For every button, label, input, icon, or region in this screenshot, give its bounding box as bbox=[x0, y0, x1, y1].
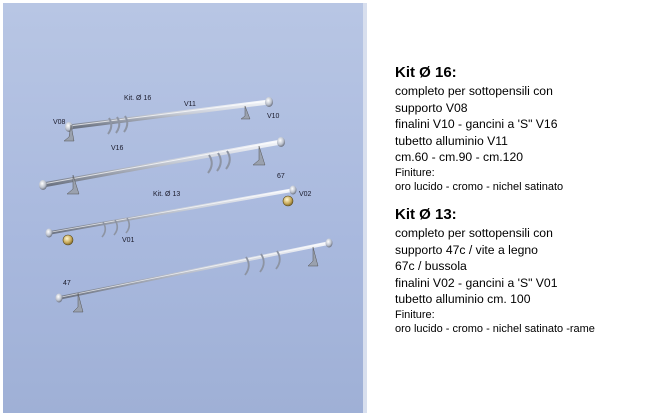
kit16-line-3: finalini V10 - gancini a 'S" V16 bbox=[395, 117, 558, 132]
kit16-line-4: tubetto alluminio V11 bbox=[395, 133, 508, 148]
rail-kit13-b bbox=[56, 239, 333, 313]
label-kit13: Kit. Ø 13 bbox=[153, 191, 181, 198]
label-kit16: Kit. Ø 16 bbox=[124, 95, 152, 102]
kit13-line-2: supporto 47c / vite a legno bbox=[395, 242, 538, 257]
label-v08: V08 bbox=[53, 119, 66, 126]
rail-kit16-a bbox=[64, 97, 273, 141]
kit16-title: Kit Ø 16: bbox=[395, 64, 457, 81]
kit13-finish-values: oro lucido - cromo - nichel satinato -rame bbox=[395, 322, 595, 335]
kit13-line-3: 67c / bussola bbox=[395, 259, 467, 274]
rail-kit16-b bbox=[39, 137, 285, 194]
kit16-line-2: supporto V08 bbox=[395, 100, 468, 115]
kit13-line-5: tubetto alluminio cm. 100 bbox=[395, 292, 531, 307]
kit16-line-1: completo per sottopensili con bbox=[395, 84, 553, 98]
product-photo bbox=[3, 3, 367, 413]
kit13-finish-label: Finiture: bbox=[395, 308, 435, 321]
kit16-line-5: cm.60 - cm.90 - cm.120 bbox=[395, 150, 524, 165]
label-v02: V02 bbox=[299, 191, 312, 198]
kit16-finish-values: oro lucido - cromo - nichel satinato bbox=[395, 180, 564, 193]
product-description bbox=[395, 64, 645, 336]
label-v10: V10 bbox=[267, 113, 280, 120]
label-v01: V01 bbox=[122, 237, 135, 244]
kit13-line-4: finalini V02 - gancini a 'S" V01 bbox=[395, 275, 558, 290]
label-v16: V16 bbox=[111, 145, 124, 152]
rails-illustration bbox=[3, 3, 363, 413]
kit13-line-1: completo per sottopensili con bbox=[395, 225, 553, 240]
kit16-finish-label: Finiture: bbox=[395, 166, 435, 179]
label-47: 47 bbox=[63, 280, 71, 287]
label-67: 67 bbox=[277, 173, 285, 180]
kit13-title: Kit Ø 13: bbox=[395, 205, 457, 223]
label-v11: V11 bbox=[184, 101, 196, 108]
